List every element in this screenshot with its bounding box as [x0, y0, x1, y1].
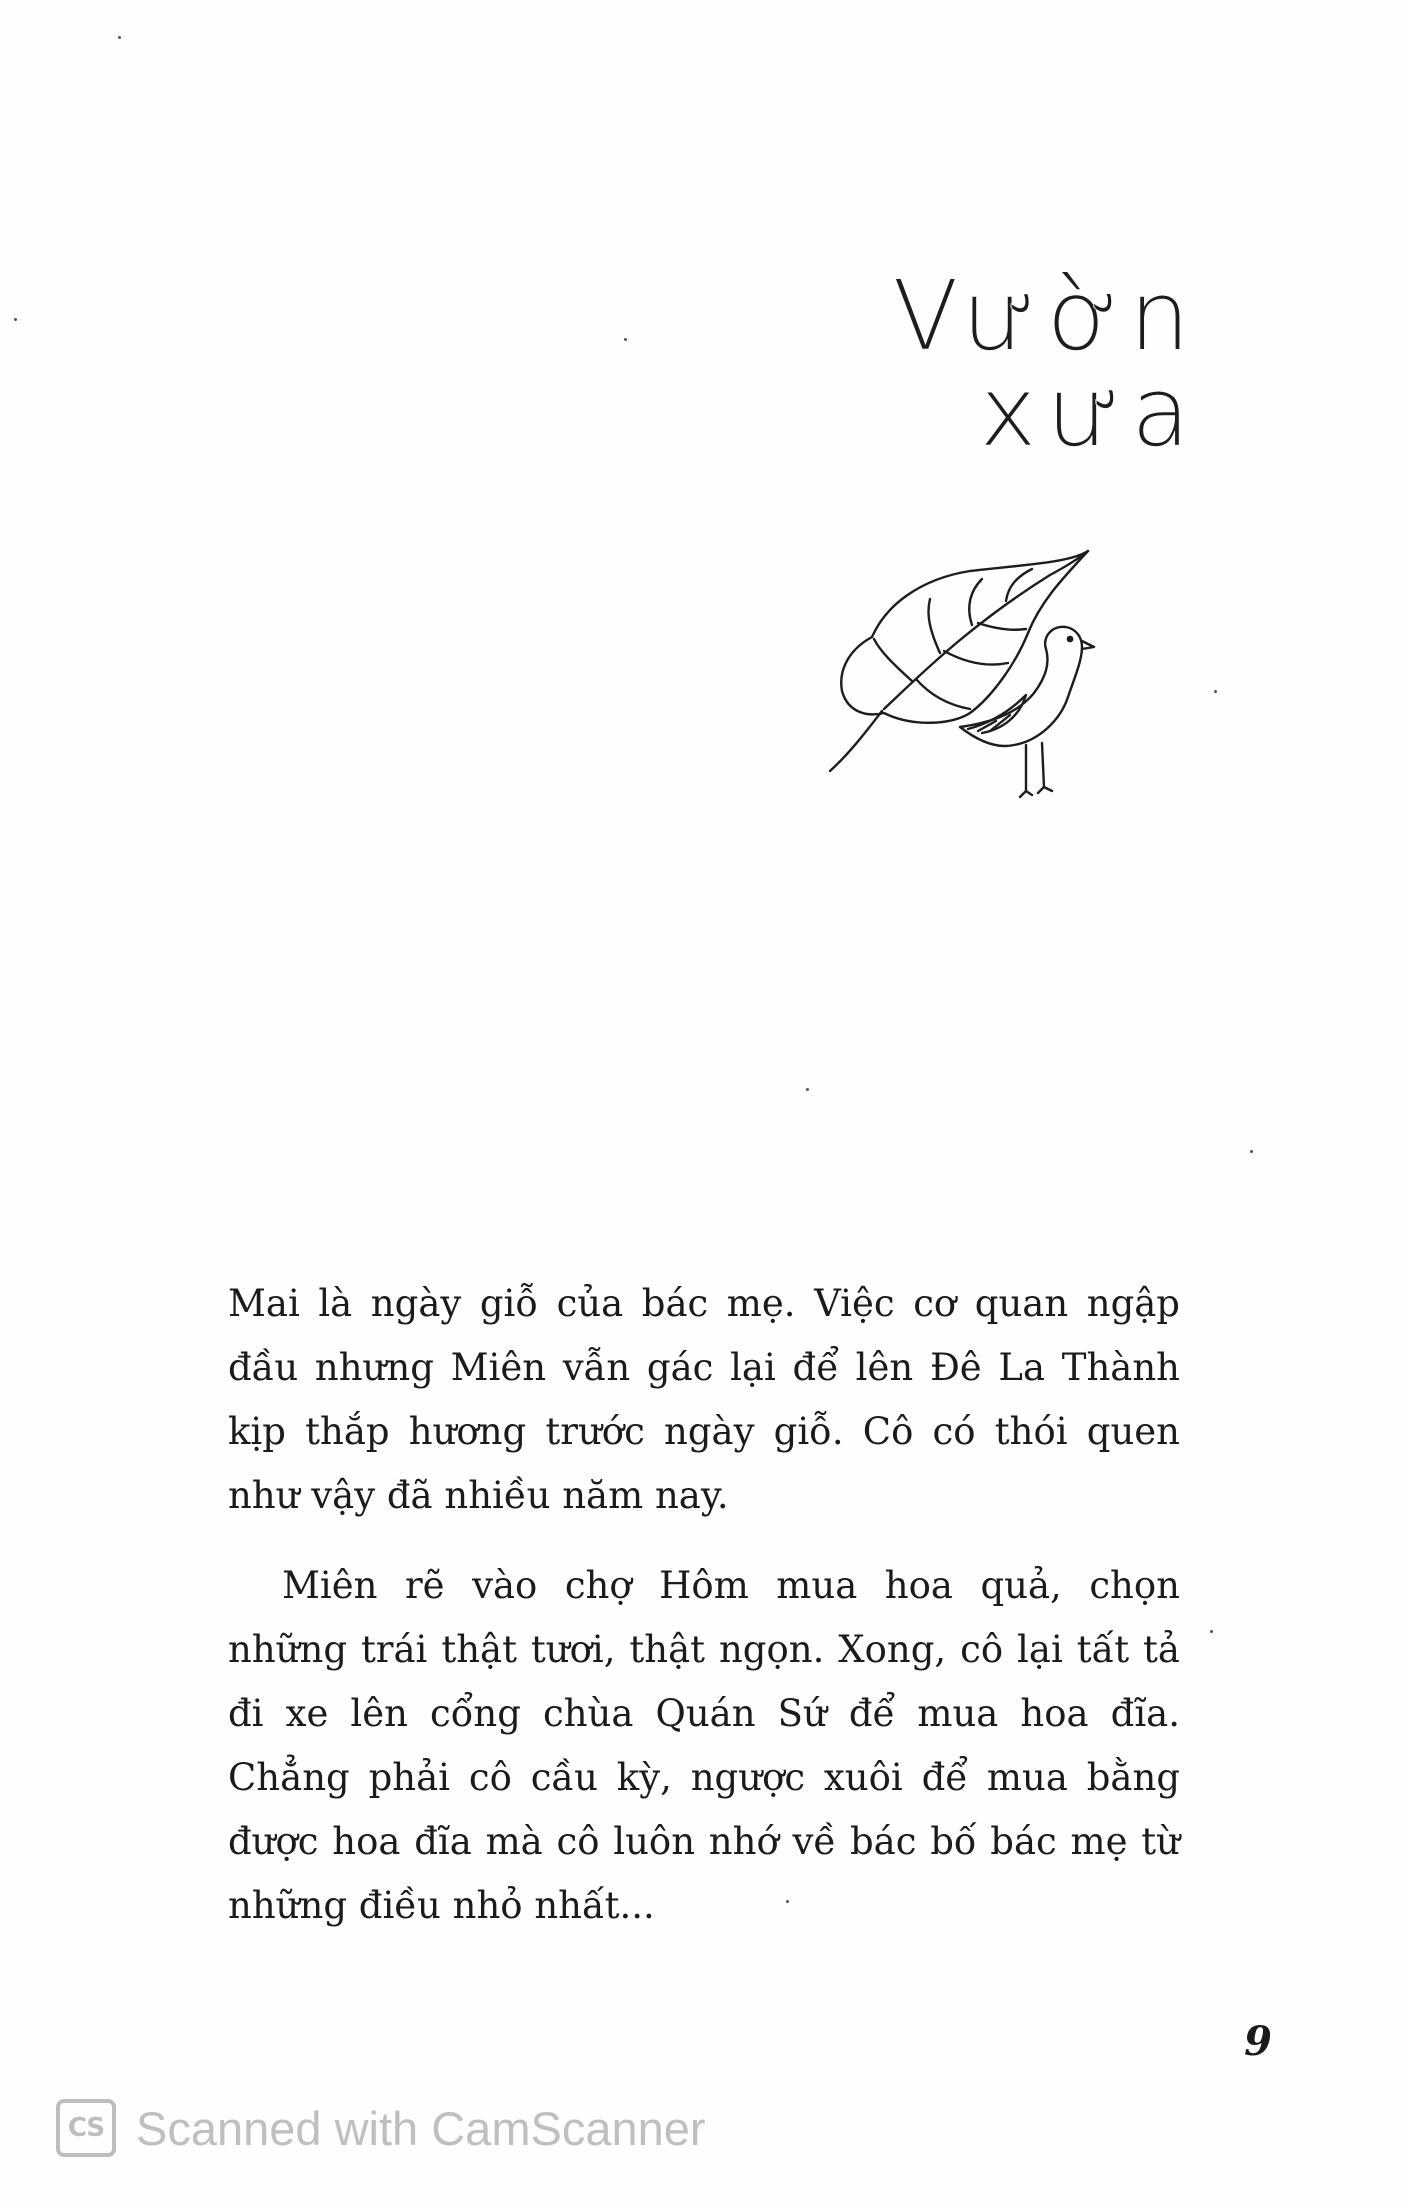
watermark-text: Scanned with CamScanner: [136, 2101, 706, 2155]
leaf-and-bird-icon: [820, 545, 1120, 835]
scan-speck: [786, 1900, 789, 1903]
camscanner-logo-icon: CS: [56, 2099, 116, 2157]
paragraph-1: Mai là ngày giỗ của bác mẹ. Việc cơ quan ngập đầu nhưng Miên vẫn gác lại để lên Đê La Thành kịp thắp hương trước ngày giỗ. Cô có thói quen như vậy đã nhiều năm nay.: [228, 1282, 1180, 1517]
chapter-title: Vườn xưa: [892, 260, 1200, 468]
scan-speck: [1250, 1150, 1253, 1153]
page-number: 9: [1244, 2018, 1272, 2065]
scan-speck: [14, 318, 17, 321]
paragraph-2: Miên rẽ vào chợ Hôm mua hoa quả, chọn những trái thật tươi, thật ngọn. Xong, cô lại tất tả đi xe lên cổng chùa Quán Sứ để mua hoa đĩa. Chẳng phải cô cầu kỳ, ngược xuôi để mua bằng được hoa đĩa mà cô luôn nhớ về bác bố bác mẹ từ những điều nhỏ nhất...: [228, 1564, 1180, 1927]
scan-speck: [1214, 690, 1217, 693]
scan-speck: [624, 338, 627, 341]
body-text: [228, 1272, 1180, 1964]
camscanner-watermark: [56, 2096, 706, 2160]
scan-speck: [1210, 1630, 1213, 1633]
scan-speck: [118, 36, 121, 39]
scan-speck: [806, 1088, 809, 1091]
